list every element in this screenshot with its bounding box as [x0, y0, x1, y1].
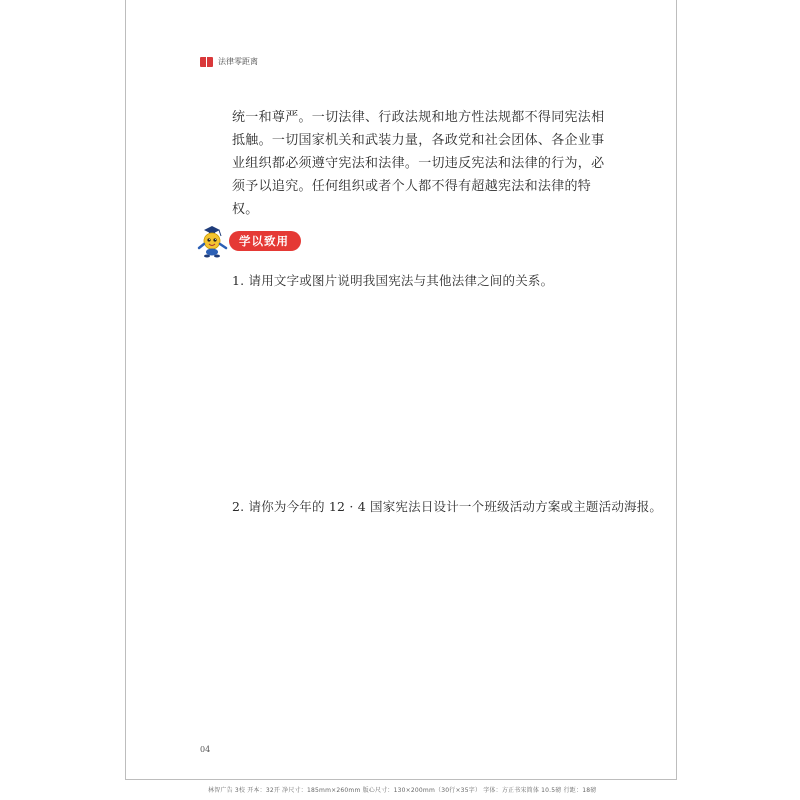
mascot-icon — [196, 224, 230, 258]
section-title-badge: 学以致用 — [229, 231, 301, 251]
print-footer: 林智广告 3校 开本：32开 净尺寸：185mm×260mm 版心尺寸：130×200mm（30行×35字） 字体：方正书宋简体 10.5磅 行距：18磅 — [208, 787, 597, 794]
page-number: 04 — [200, 745, 211, 754]
answer-area-1[interactable] — [232, 295, 616, 490]
running-header — [200, 56, 258, 67]
header-title: 法律零距离 — [218, 57, 258, 66]
answer-area-2[interactable] — [232, 520, 616, 740]
section-heading — [196, 224, 316, 258]
book-icon — [200, 57, 213, 67]
question-1: 1. 请用文字或图片说明我国宪法与其他法律之间的关系。 — [232, 273, 554, 288]
body-paragraph: 统一和尊严。一切法律、行政法规和地方性法规都不得同宪法相抵触。一切国家机关和武装力量，各政党和社会团体、各企业事业组织都必须遵守宪法和法律。一切违反宪法和法律的行为，必须予以追究。任何组织或者个人都不得有超越宪法和法律的特权。 — [232, 110, 605, 217]
question-2: 2. 请你为今年的 12 · 4 国家宪法日设计一个班级活动方案或主题活动海报。 — [232, 499, 663, 514]
